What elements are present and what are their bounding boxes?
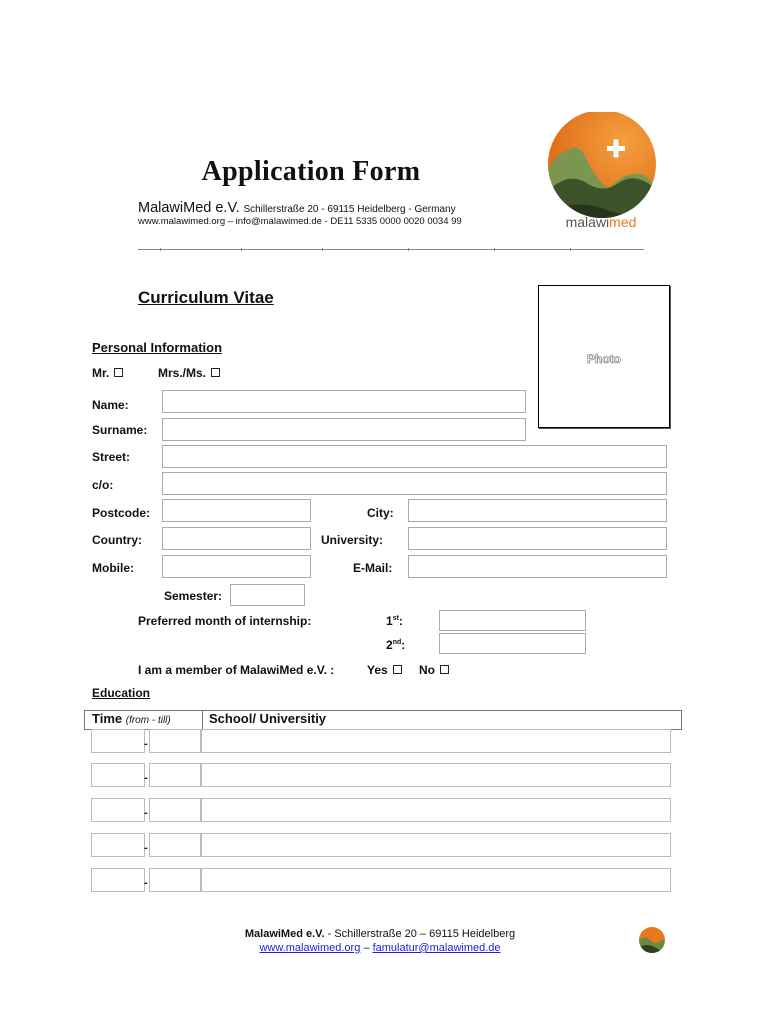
co-label: c/o: (92, 478, 114, 492)
no-checkbox[interactable] (440, 665, 449, 674)
mrs-option[interactable] (158, 366, 220, 380)
org-address: Schillerstraße 20 - 69115 Heidelberg - Germany (243, 204, 456, 215)
edu-dash: - (144, 772, 148, 784)
edu-school-field[interactable] (201, 729, 671, 753)
time-header-note: (from - till) (125, 715, 171, 726)
mrs-checkbox[interactable] (211, 368, 220, 377)
surname-label: Surname: (92, 423, 148, 437)
street-field[interactable] (162, 445, 667, 468)
header-rule (138, 249, 644, 250)
footer-sep: – (360, 942, 373, 954)
edu-school-field[interactable] (201, 763, 671, 787)
edu-dash: - (144, 807, 148, 819)
photo-box[interactable] (538, 285, 670, 428)
page-title: Application Form (201, 156, 421, 187)
edu-school-field[interactable] (201, 833, 671, 857)
school-header: School/ Universitiy (209, 711, 327, 726)
semester-label: Semester: (164, 589, 223, 603)
second-num: 2 (386, 638, 393, 652)
name-field[interactable] (162, 390, 526, 413)
personal-info-title: Personal Information (92, 340, 223, 355)
second-month-field[interactable] (439, 633, 586, 654)
edu-from-field[interactable] (91, 798, 145, 822)
surname-field[interactable] (162, 418, 526, 441)
org-line (138, 200, 456, 216)
logo-text-med: med (609, 214, 637, 230)
postcode-label: Postcode: (92, 506, 151, 520)
edu-till-field[interactable] (149, 763, 201, 787)
education-table-header (84, 710, 682, 730)
university-label: University: (321, 533, 384, 547)
edu-till-field[interactable] (149, 729, 201, 753)
edu-till-field[interactable] (149, 868, 201, 892)
second-label: 2nd: (386, 638, 406, 652)
edu-dash: - (144, 877, 148, 889)
photo-label: Photo (587, 352, 621, 366)
city-label: City: (367, 506, 394, 520)
footer-address (160, 928, 600, 940)
semester-field[interactable] (230, 584, 305, 606)
name-label: Name: (92, 398, 129, 412)
yes-checkbox[interactable] (393, 665, 402, 674)
edu-from-field[interactable] (91, 763, 145, 787)
mr-option[interactable] (92, 366, 123, 380)
postcode-field[interactable] (162, 499, 311, 522)
edu-school-field[interactable] (201, 798, 671, 822)
edu-from-field[interactable] (91, 729, 145, 753)
time-header (92, 711, 171, 726)
country-field[interactable] (162, 527, 311, 550)
logo-text-malawi: malawi (565, 214, 610, 230)
mobile-label: Mobile: (92, 561, 134, 575)
first-label: 1st: (386, 614, 403, 628)
edu-dash: - (144, 738, 148, 750)
education-title: Education (92, 686, 151, 700)
email-field[interactable] (408, 555, 667, 578)
mr-checkbox[interactable] (114, 368, 123, 377)
edu-from-field[interactable] (91, 868, 145, 892)
footer-address-rest: - Schillerstraße 20 – 69115 Heidelberg (324, 928, 516, 940)
footer-org: MalawiMed e.V. (244, 928, 325, 940)
website-link[interactable]: www.malawimed.org (259, 942, 361, 954)
footer-links (160, 942, 600, 954)
no-label: No (419, 663, 435, 677)
logo-text (543, 214, 659, 230)
edu-till-field[interactable] (149, 833, 201, 857)
time-header-label: Time (92, 711, 123, 726)
edu-till-field[interactable] (149, 798, 201, 822)
first-sup: st (392, 615, 399, 622)
yes-label: Yes (367, 663, 388, 677)
city-field[interactable] (408, 499, 667, 522)
second-sup: nd (392, 639, 402, 646)
malawimed-logo (547, 112, 657, 230)
org-name: MalawiMed e.V. (138, 200, 240, 216)
member-label: I am a member of MalawiMed e.V. : (138, 663, 335, 677)
co-field[interactable] (162, 472, 667, 495)
edu-from-field[interactable] (91, 833, 145, 857)
email-label: E-Mail: (353, 561, 393, 575)
university-field[interactable] (408, 527, 667, 550)
preferred-label: Preferred month of internship: (138, 614, 312, 628)
contact-line: www.malawimed.org – info@malawimed.de - DE11 5335 0000 0020 0034 99 (138, 216, 462, 227)
email-link[interactable]: famulatur@malawimed.de (372, 942, 501, 954)
no-option[interactable] (419, 663, 449, 677)
first-month-field[interactable] (439, 610, 586, 631)
mr-label: Mr. (92, 366, 110, 380)
street-label: Street: (92, 450, 131, 464)
edu-dash: - (144, 842, 148, 854)
first-num: 1 (386, 614, 393, 628)
cv-title: Curriculum Vitae (138, 288, 274, 307)
edu-school-field[interactable] (201, 868, 671, 892)
yes-option[interactable] (367, 663, 402, 677)
footer-logo-icon (638, 926, 666, 954)
mobile-field[interactable] (162, 555, 311, 578)
country-label: Country: (92, 533, 142, 547)
mrs-label: Mrs./Ms. (158, 366, 207, 380)
